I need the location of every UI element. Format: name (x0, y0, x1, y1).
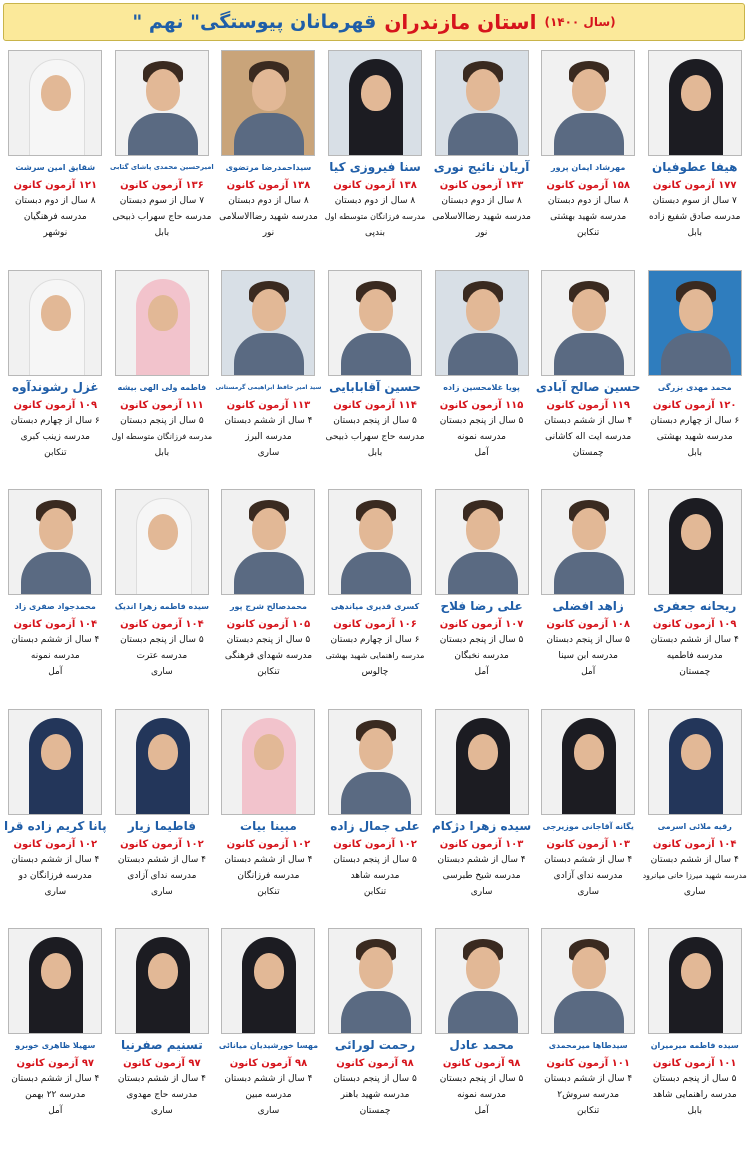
student-card (322, 709, 429, 929)
student-name: هیفا عطوفیان (652, 160, 738, 174)
student-score: ۱۰۹ آزمون کانون (13, 399, 98, 411)
student-photo (328, 270, 422, 376)
student-photo (541, 489, 635, 595)
student-card (215, 928, 322, 1148)
student-name: رقیه ملائی اسرمی (657, 821, 732, 831)
student-name: زاهد افضلی (552, 599, 624, 614)
student-city: ساری (577, 886, 599, 897)
student-score: ۱۴۳ آزمون کانون (439, 180, 524, 191)
student-city: ساری (151, 1106, 173, 1117)
student-card (215, 489, 322, 709)
student-years: ۵ سال از پنجم دبستان (333, 854, 417, 865)
student-photo (328, 928, 422, 1034)
student-years: ۴ سال از ششم دبستان (117, 854, 206, 865)
student-years: ۴ سال از ششم دبستان (650, 854, 739, 865)
student-card (641, 50, 748, 270)
student-name: علی رضا فلاح (440, 599, 523, 614)
student-card (109, 270, 216, 490)
student-name: امیرحسین محمدی پاشای گتابی (110, 163, 214, 171)
student-score: ۹۸ آزمون کانون (229, 1058, 308, 1070)
student-photo (115, 489, 209, 595)
student-score: ۱۲۱ آزمون کانون (13, 180, 98, 191)
student-name: محمد مهدی بزرگی (657, 382, 732, 392)
student-school: مدرسه نخبگان (454, 651, 509, 662)
student-school: مدرسه فرزانگان متوسطه اول (324, 212, 426, 221)
student-years: ۵ سال از پنجم دبستان (439, 415, 524, 426)
student-score: ۱۱۳ آزمون کانون (226, 399, 311, 411)
student-city: بندپی (365, 228, 385, 238)
student-card (109, 928, 216, 1148)
student-school: مدرسه شهید باهنر (340, 1090, 410, 1101)
student-years: ۴ سال از ششم دبستان (650, 635, 739, 646)
student-years: ۴ سال از ششم دبستان (11, 1074, 100, 1085)
student-name: سنا فیروزی کیا (329, 160, 421, 174)
student-city: نور (475, 228, 488, 238)
student-city: ساری (151, 667, 173, 678)
student-city: ساری (683, 886, 706, 897)
student-school: مدرسه شهید بهشتی (656, 431, 733, 442)
student-city: ساری (470, 886, 493, 897)
student-score: ۱۰۸ آزمون کانون (546, 619, 630, 631)
student-city: ساری (151, 886, 173, 897)
student-city: آمل (474, 1106, 489, 1117)
student-card (2, 50, 109, 270)
student-years: ۵ سال از پنجم دبستان (439, 1074, 524, 1085)
student-years: ۸ سال از دوم دبستان (334, 196, 416, 206)
student-name: محمد عادل (449, 1038, 514, 1053)
student-school: مدرسه شهدای فرهنگی (224, 651, 313, 662)
student-school: مدرسه نمونه (30, 651, 80, 662)
student-card (428, 709, 535, 929)
student-score: ۱۰۴ آزمون کانون (13, 619, 98, 631)
student-years: ۵ سال از پنجم دبستان (439, 635, 524, 646)
student-card (641, 928, 748, 1148)
student-years: ۴ سال از ششم دبستان (11, 854, 100, 865)
student-school: مدرسه زینب کبری (20, 431, 90, 442)
student-card (2, 928, 109, 1148)
student-score: ۱۰۲ آزمون کانون (120, 838, 204, 850)
student-city: آمل (48, 1106, 63, 1117)
student-school: مدرسه شاهد (350, 870, 400, 881)
student-photo (8, 489, 102, 595)
student-city: چمستان (359, 1106, 391, 1117)
student-city: آمل (581, 667, 596, 678)
student-card (428, 489, 535, 709)
student-school: مدرسه ندای آزادی (127, 870, 197, 881)
student-school: مدرسه شهید میرزا خانی میانرود (642, 870, 747, 880)
student-score: ۱۰۶ آزمون کانون (333, 619, 417, 631)
student-score: ۱۰۹ آزمون کانون (652, 619, 737, 631)
student-photo (221, 489, 315, 595)
student-years: ۵ سال از پنجم دبستان (333, 1074, 417, 1085)
student-school: مدرسه شهید بهشتی (550, 212, 627, 222)
student-score: ۱۰۷ آزمون کانون (439, 619, 524, 631)
student-school: مدرسه فرزانگان دو (18, 870, 92, 881)
student-school: مدرسه ۲۲ بهمن (25, 1090, 86, 1101)
student-name: آریان نائیج نوری (433, 160, 530, 174)
student-photo (221, 928, 315, 1034)
student-card (2, 489, 109, 709)
student-score: ۱۰۵ آزمون کانون (226, 619, 311, 631)
student-score: ۱۱۴ آزمون کانون (333, 399, 417, 411)
student-school: مدرسه مبین (245, 1090, 292, 1101)
student-school: مدرسه ابن سینا (558, 651, 618, 662)
student-school: مدرسه نمونه (457, 1090, 506, 1101)
student-photo (8, 928, 102, 1034)
student-school: مدرسه راهنمایی شاهد (652, 1090, 737, 1101)
student-card (215, 270, 322, 490)
student-city: چمستان (572, 447, 604, 458)
student-city: ساری (44, 886, 67, 897)
student-school: مدرسه فرزانگان (237, 870, 300, 881)
student-city: ساری (257, 447, 280, 458)
student-score: ۹۸ آزمون کانون (336, 1058, 414, 1070)
student-years: ۴ سال از ششم دبستان (544, 1074, 633, 1085)
student-photo (115, 709, 209, 815)
student-name: سیده زهرا دژکام (431, 818, 532, 833)
student-name: علی جمال زاده (330, 818, 420, 833)
student-name: پانا کریم زاده قرا (3, 818, 107, 833)
student-school: مدرسه شهید رضاالاسلامی (219, 212, 318, 222)
student-city: تنکابن (577, 1106, 600, 1117)
banner-province: استان مازندران (384, 10, 537, 34)
student-city: نور (262, 228, 275, 238)
student-score: ۱۱۱ آزمون کانون (120, 399, 204, 411)
student-score: ۱۰۲ آزمون کانون (13, 838, 98, 850)
student-city: تنکابن (363, 886, 387, 897)
student-photo (648, 489, 742, 595)
student-school: مدرسه راهنمایی شهید بهشتی (325, 651, 425, 661)
student-school: مدرسه شیخ طبرسی (442, 870, 521, 881)
student-photo (541, 50, 635, 156)
student-years: ۵ سال از پنجم دبستان (546, 635, 630, 646)
student-photo (115, 270, 209, 376)
student-city: آمل (474, 447, 489, 458)
student-score: ۱۰۱ آزمون کانون (546, 1058, 630, 1070)
banner-year: (سال ۱۴۰۰) (544, 15, 616, 29)
title-banner (3, 3, 745, 41)
student-score: ۹۷ آزمون کانون (16, 1058, 95, 1070)
student-photo (648, 50, 742, 156)
student-school: مدرسه صادق شفیع زاده (649, 212, 741, 222)
student-years: ۴ سال از ششم دبستان (224, 1074, 313, 1085)
student-photo (435, 709, 529, 815)
student-name: مبینا بیات (240, 818, 297, 833)
student-photo (541, 709, 635, 815)
student-school: مدرسه فرزانگان متوسطه اول (111, 431, 213, 441)
student-score: ۱۰۳ آزمون کانون (546, 838, 630, 850)
student-card (215, 709, 322, 929)
student-card (428, 50, 535, 270)
student-years: ۴ سال از ششم دبستان (224, 854, 313, 865)
student-name: سیده فاطمه میرمیران (650, 1041, 739, 1051)
student-years: ۴ سال از ششم دبستان (117, 1074, 206, 1085)
student-school: مدرسه حاج سهراب ذبیحی (325, 431, 425, 442)
student-card (2, 270, 109, 490)
student-city: بابل (154, 228, 170, 238)
student-years: ۶ سال از چهارم دبستان (650, 415, 740, 426)
student-photo (648, 270, 742, 376)
student-name: شقایق امین سرشت (15, 163, 96, 172)
student-card (109, 489, 216, 709)
student-school: مدرسه فاطمیه (666, 651, 723, 662)
student-city: تنکابن (577, 228, 600, 238)
student-photo (435, 270, 529, 376)
student-photo (648, 709, 742, 815)
student-city: آمل (474, 667, 489, 678)
student-city: تنکابن (257, 886, 280, 897)
student-school: مدرسه سروش۲ (557, 1090, 620, 1101)
student-city: آمل (48, 667, 63, 678)
student-name: پویا غلامحسین زاده (443, 382, 520, 392)
student-photo (328, 709, 422, 815)
student-card (641, 270, 748, 490)
student-school: مدرسه ندای آزادی (553, 870, 623, 881)
student-photo (221, 50, 315, 156)
student-score: ۱۰۲ آزمون کانون (226, 838, 311, 850)
student-name: سید امیر حافظ ابراهیمی گرمستانی (215, 383, 322, 391)
student-name: حسین صالح آبادی (535, 379, 641, 394)
student-score: ۹۸ آزمون کانون (442, 1058, 521, 1070)
student-score: ۱۳۶ آزمون کانون (120, 180, 204, 191)
student-score: ۹۷ آزمون کانون (123, 1058, 201, 1070)
student-card (535, 489, 642, 709)
student-city: تنکابن (44, 447, 67, 458)
student-years: ۸ سال از دوم دبستان (228, 196, 309, 206)
student-city: بابل (687, 447, 703, 458)
student-card (215, 50, 322, 270)
student-name: تسنیم صفرنیا (121, 1038, 203, 1053)
student-city: ساری (257, 1106, 280, 1117)
student-photo (8, 270, 102, 376)
student-school: مدرسه حاج سهراب ذبیحی (112, 212, 212, 222)
student-score: ۱۰۴ آزمون کانون (120, 619, 204, 631)
student-name: سیداحمدرضا مرتضوی (225, 163, 312, 172)
student-city: چالوس (361, 667, 389, 678)
student-name: محمدصالح شرج پور (229, 602, 307, 612)
student-card (322, 928, 429, 1148)
student-years: ۴ سال از ششم دبستان (544, 854, 633, 865)
student-name: سیده فاطمه زهرا اندیک (114, 602, 209, 612)
student-name: حسین آقابابایی (329, 379, 421, 394)
student-card (641, 709, 748, 929)
student-years: ۴ سال از ششم دبستان (544, 415, 633, 426)
students-grid (2, 50, 748, 1148)
student-photo (221, 709, 315, 815)
student-score: ۱۰۴ آزمون کانون (652, 838, 737, 850)
student-card (535, 50, 642, 270)
student-years: ۶ سال از چهارم دبستان (330, 635, 420, 646)
student-photo (435, 489, 529, 595)
student-city: بابل (687, 228, 703, 238)
student-name: فاطمه ولی الهی بیشه (117, 382, 207, 392)
student-name: غزل رشوندآوه (12, 379, 99, 394)
student-name: سیدطاها میرمحمدی (548, 1041, 628, 1051)
student-photo (435, 50, 529, 156)
student-card (2, 709, 109, 929)
student-city: تنکابن (257, 667, 280, 678)
student-name: رحمت لورائی (334, 1038, 416, 1053)
student-score: ۱۵۸ آزمون کانون (546, 180, 630, 191)
student-years: ۷ سال از سوم دبستان (119, 196, 205, 206)
student-name: سهیلا ظاهری خوبرو (15, 1041, 96, 1051)
student-photo (648, 928, 742, 1034)
student-years: ۷ سال از سوم دبستان (652, 196, 737, 206)
student-years: ۴ سال از ششم دبستان (437, 854, 526, 865)
student-card (322, 50, 429, 270)
student-name: یگانه آقاجانی موزیرجی (542, 821, 634, 831)
student-school: مدرسه نمونه (457, 431, 506, 442)
student-card (535, 709, 642, 929)
student-name: ریحانه جعفری (653, 599, 737, 614)
student-score: ۱۷۷ آزمون کانون (652, 180, 737, 191)
student-photo (328, 489, 422, 595)
student-city: چمستان (679, 667, 711, 678)
student-name: مهرشاد ایمان پرور (551, 163, 626, 172)
student-school: مدرسه عترت (136, 651, 188, 662)
student-years: ۸ سال از دوم دبستان (441, 196, 522, 206)
student-score: ۱۰۳ آزمون کانون (439, 838, 524, 850)
student-city: بابل (687, 1106, 703, 1117)
student-card (428, 928, 535, 1148)
student-card (322, 270, 429, 490)
student-city: بابل (367, 447, 383, 458)
student-name: محمدجواد صفری زاد (14, 602, 96, 612)
student-score: ۱۳۸ آزمون کانون (226, 180, 311, 191)
student-card (322, 489, 429, 709)
student-years: ۵ سال از پنجم دبستان (652, 1074, 737, 1085)
student-card (109, 709, 216, 929)
student-photo (435, 928, 529, 1034)
student-school: مدرسه ایت اله کاشانی (545, 431, 632, 442)
student-name: کسری قدیری میاندهی (330, 602, 420, 612)
student-city: بابل (154, 447, 170, 458)
student-name: فاطیما زیار (127, 818, 196, 833)
student-years: ۴ سال از ششم دبستان (11, 635, 100, 646)
student-photo (221, 270, 315, 376)
student-score: ۱۰۱ آزمون کانون (652, 1058, 737, 1070)
student-card (109, 50, 216, 270)
student-years: ۸ سال از دوم دبستان (15, 196, 96, 206)
student-score: ۱۱۹ آزمون کانون (546, 399, 630, 411)
student-card (535, 270, 642, 490)
student-photo (115, 50, 209, 156)
student-card (428, 270, 535, 490)
student-photo (115, 928, 209, 1034)
student-years: ۵ سال از پنجم دبستان (226, 635, 311, 646)
student-score: ۱۰۲ آزمون کانون (333, 838, 417, 850)
student-photo (8, 50, 102, 156)
student-years: ۵ سال از پنجم دبستان (333, 415, 417, 426)
student-city: نوشهر (43, 228, 68, 238)
student-photo (541, 928, 635, 1034)
banner-title: قهرمانان پیوستگی" نهم " (132, 11, 377, 33)
student-photo (328, 50, 422, 156)
student-name: مهسا خورشیدیان میانائی (218, 1041, 319, 1051)
student-card (641, 489, 748, 709)
student-years: ۵ سال از پنجم دبستان (120, 415, 204, 426)
student-years: ۶ سال از چهارم دبستان (10, 415, 100, 426)
student-school: مدرسه البرز (245, 431, 292, 442)
student-school: مدرسه حاج مهدوی (126, 1090, 198, 1101)
student-photo (8, 709, 102, 815)
student-card (535, 928, 642, 1148)
student-years: ۵ سال از پنجم دبستان (120, 635, 204, 646)
student-school: مدرسه شهید رضاالاسلامی (432, 212, 531, 222)
student-score: ۱۲۰ آزمون کانون (652, 399, 737, 411)
student-score: ۱۱۵ آزمون کانون (439, 399, 524, 411)
student-school: مدرسه فرهنگیان (23, 212, 87, 222)
student-years: ۸ سال از دوم دبستان (547, 196, 629, 206)
student-photo (541, 270, 635, 376)
student-score: ۱۳۸ آزمون کانون (333, 180, 417, 191)
student-years: ۴ سال از ششم دبستان (224, 415, 313, 426)
